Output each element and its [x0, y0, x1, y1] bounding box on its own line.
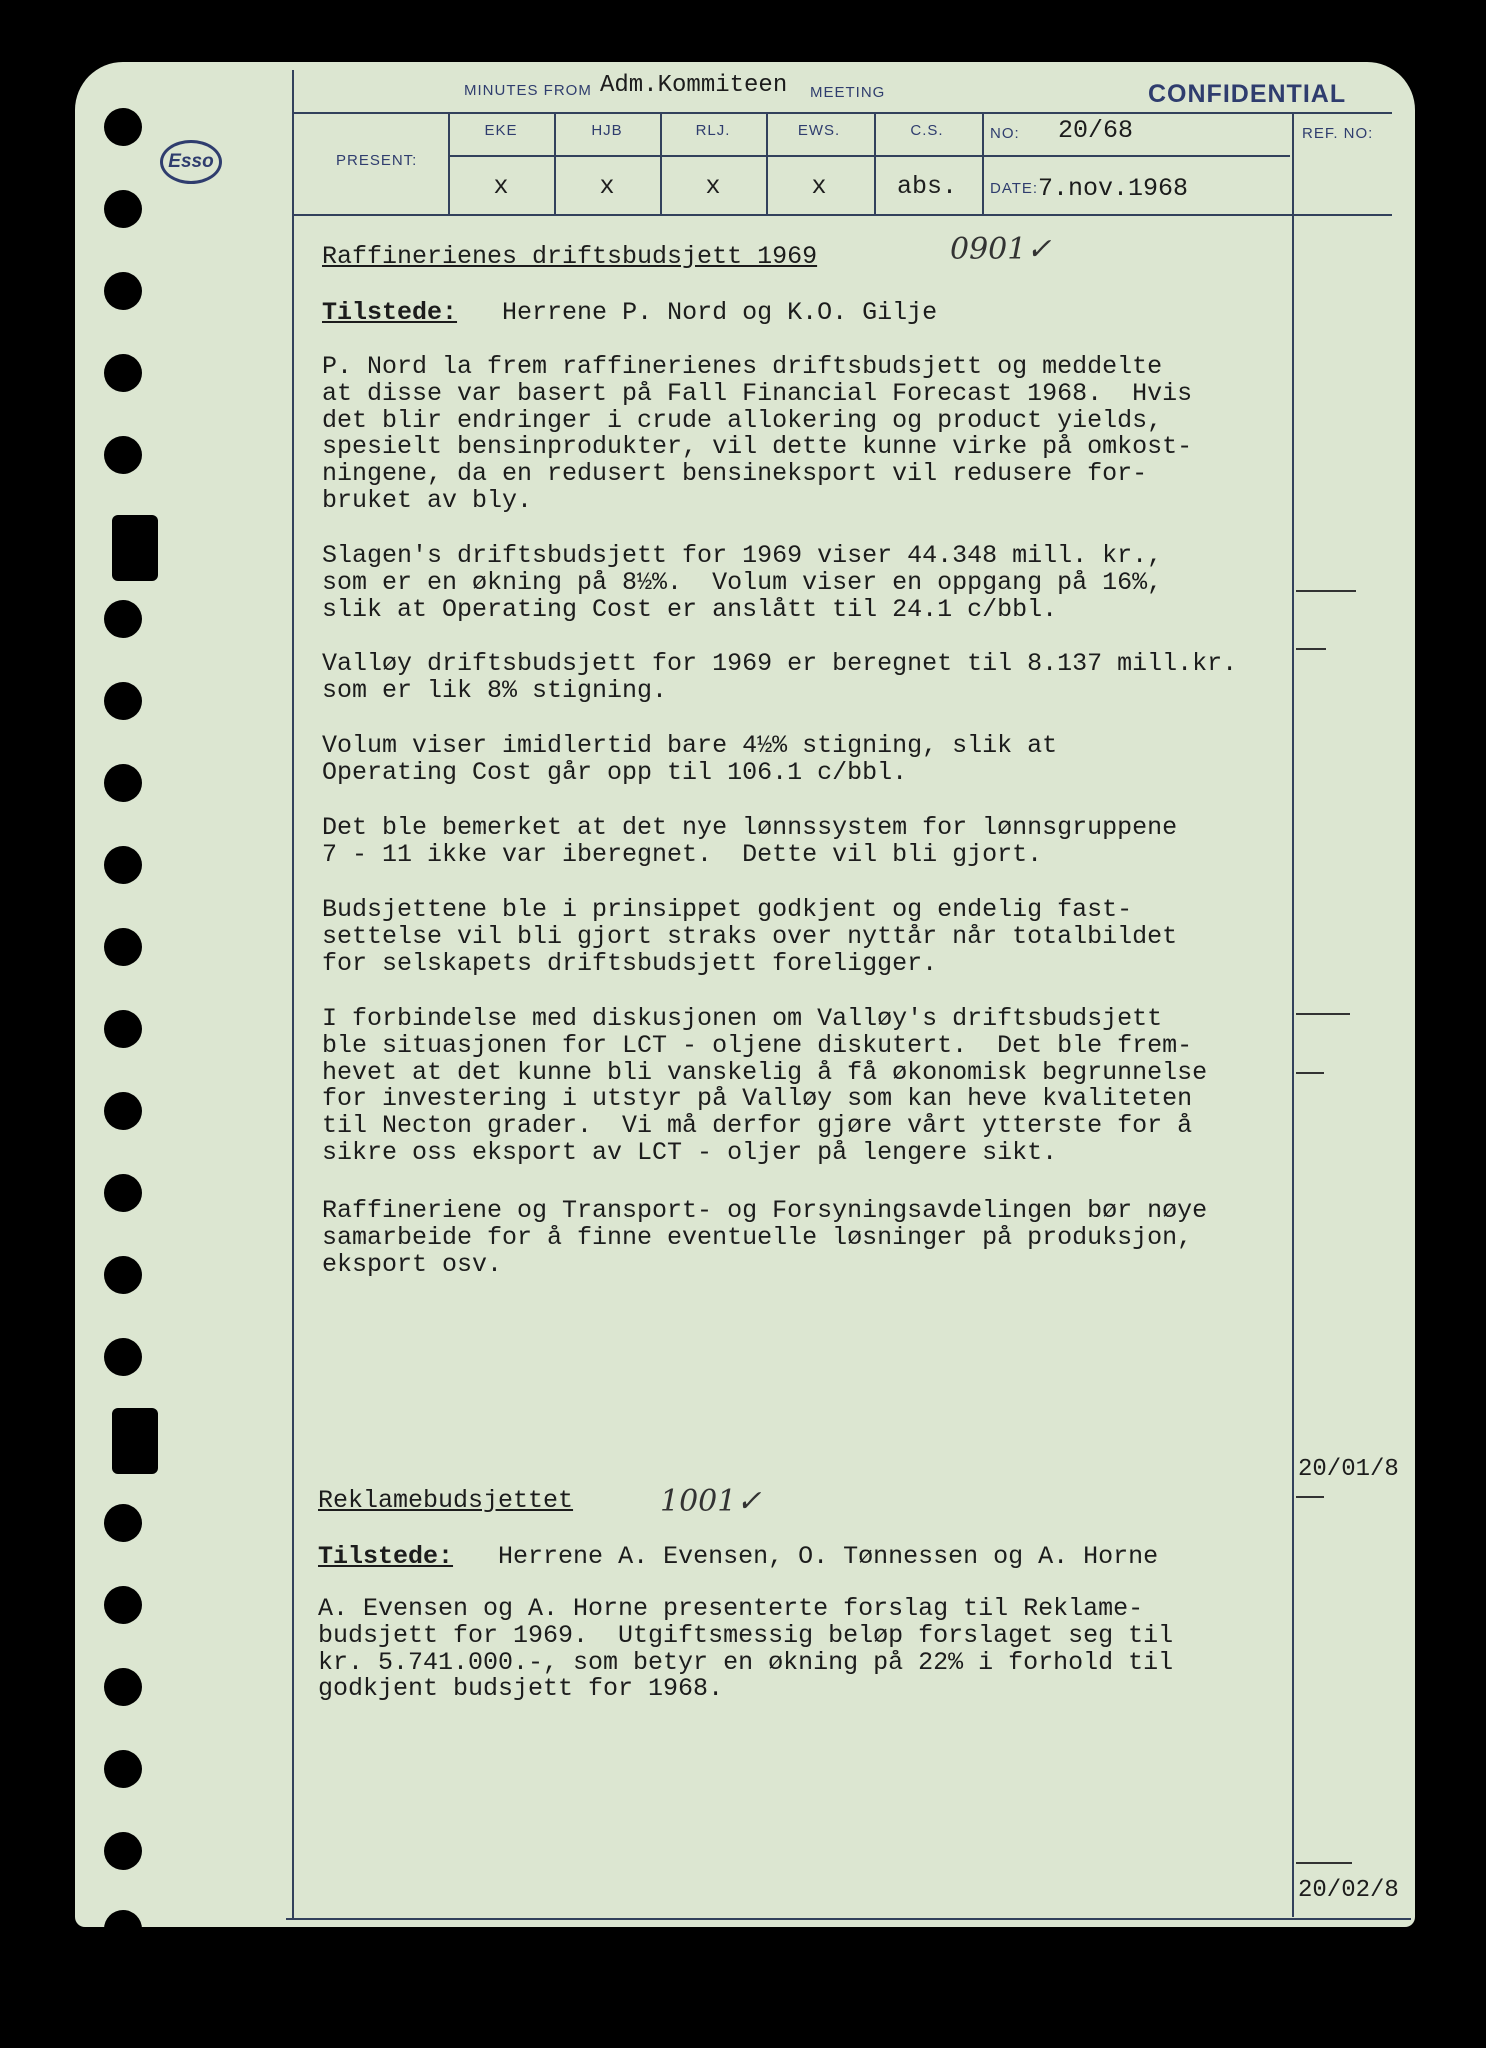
margin-mark: [1296, 1862, 1352, 1864]
margin-mark: [1296, 1072, 1324, 1074]
binder-hole: [104, 190, 142, 228]
attendance-mark: abs.: [896, 172, 957, 201]
paragraph: Budsjettene ble i prinsippet godkjent og endelig fast- settelse vil bli gjort straks over nyttår når totalbildet for selskapets driftsbudsjett foreligger.: [322, 895, 1178, 978]
meeting-date: 7.nov.1968: [1038, 174, 1189, 203]
binder-hole: [104, 1586, 142, 1624]
binder-hole: [104, 928, 142, 966]
date-label: DATE:: [990, 180, 1039, 197]
header-bottom-rule: [292, 214, 1392, 216]
attendance-mark: x: [599, 172, 615, 201]
paragraph: Det ble bemerket at det nye lønnssystem for lønnsgruppene 7 - 11 ikke var iberegnet. Dette vil bli gjort.: [322, 813, 1178, 869]
binder-hole: [104, 108, 142, 146]
attendance-mark: x: [811, 172, 827, 201]
esso-logo: Esso: [160, 140, 222, 184]
binder-hole: [104, 354, 142, 392]
paragraph: Slagen's driftsbudsjett for 1969 viser 44.348 mill. kr., som er en økning på 8½%. Volum viser en oppgang på 16%, slik at Operating Cost er anslått til 24.1 c/bbl.: [322, 541, 1163, 624]
meeting-label: MEETING: [810, 84, 886, 101]
handwritten-ref: 0901✓: [950, 232, 1052, 267]
attendee-initials: EKE: [484, 122, 518, 139]
paragraph: P. Nord la frem raffinerienes driftsbudsjett og meddelte at disse var basert på Fall Financial Forecast 1968. Hvis det blir endringer i crude allokering og product yields, spesielt bensinprodukter, vil dette kunne virke på omkost- ningene, da en redusert bensineksport vil redusere for- bruket av bly.: [322, 352, 1193, 515]
header-rule: [292, 112, 1392, 114]
binder-hole: [104, 1504, 142, 1542]
confidential-stamp: CONFIDENTIAL: [1148, 80, 1347, 108]
margin-mark: [1296, 590, 1356, 592]
binder-hole: [104, 1668, 142, 1706]
binder-hole: [104, 1010, 142, 1048]
form-left-border: [292, 70, 294, 1920]
attendance-mid-rule: [450, 155, 1290, 157]
attendance-mark: x: [705, 172, 721, 201]
binder-hole: [104, 1750, 142, 1788]
paragraph: Volum viser imidlertid bare 4½% stigning, slik at Operating Cost går opp til 106.1 c/bbl.: [322, 731, 1058, 787]
reference-number: 20/01/8: [1298, 1456, 1399, 1483]
present-label: PRESENT:: [336, 152, 418, 169]
form-bottom-rule: [286, 1918, 1411, 1920]
binder-hole: [104, 1256, 142, 1294]
binder-tab: [112, 1408, 158, 1474]
binder-hole: [104, 1338, 142, 1376]
binder-hole: [104, 1832, 142, 1870]
binder-tab: [112, 515, 158, 581]
handwritten-ref: 1001✓: [660, 1484, 762, 1519]
attendance-mark: x: [493, 172, 509, 201]
binder-hole: [104, 600, 142, 638]
margin-mark: [1296, 1013, 1350, 1015]
margin-mark: [1296, 648, 1326, 650]
binder-hole: [104, 1910, 142, 1948]
tilstede-label: Tilstede:: [318, 1542, 454, 1571]
binder-hole: [104, 1092, 142, 1130]
minutes-from-label: MINUTES FROM: [464, 82, 592, 99]
margin-mark: [1296, 1496, 1324, 1498]
tilstede-label: Tilstede:: [322, 298, 458, 327]
paragraph: A. Evensen og A. Horne presenterte forslag til Reklame- budsjett for 1969. Utgiftsmessig beløp forslaget seg til kr. 5.741.000.-, som betyr en økning på 22% i forhold til godkjent budsjett for 1968.: [318, 1594, 1174, 1704]
binder-hole: [104, 846, 142, 884]
minutes-number: 20/68: [1058, 116, 1134, 145]
attendee-initials: RLJ.: [695, 122, 731, 139]
paragraph: I forbindelse med diskusjonen om Valløy's driftsbudsjett ble situasjonen for LCT - oljene diskutert. Det ble frem- hevet at det kunne bli vanskelig å få økonomisk begrunnelse for investering i utstyr på Valløy som kan heve kvaliteten til Necton grader. Vi må derfor gjøre vårt ytterste for å sikre oss eksport av LCT - oljer på lengere sikt.: [322, 1004, 1208, 1167]
attendee-initials: C.S.: [910, 122, 944, 139]
attendees-line: [318, 1542, 1158, 1571]
attendee-initials: EWS.: [797, 122, 841, 139]
attendees-names: Herrene P. Nord og K.O. Gilje: [502, 298, 938, 327]
binder-hole: [104, 764, 142, 802]
attendees-names: Herrene A. Evensen, O. Tønnessen og A. Horne: [498, 1542, 1159, 1571]
binder-hole: [104, 272, 142, 310]
grid-line: [982, 112, 984, 214]
binder-hole: [104, 682, 142, 720]
reference-number: 20/02/8: [1298, 1877, 1399, 1904]
paragraph: Valløy driftsbudsjett for 1969 er beregnet til 8.137 mill.kr. som er lik 8% stigning.: [322, 649, 1238, 705]
attendees-line: [322, 298, 937, 327]
attendee-initials: HJB: [591, 122, 623, 139]
committee-name: Adm.Kommiteen: [600, 72, 788, 99]
no-label: NO:: [990, 125, 1020, 142]
paragraph: Raffineriene og Transport- og Forsyningsavdelingen bør nøye samarbeide for å finne eventuelle løsninger på produksjon, eksport osv.: [322, 1196, 1208, 1279]
section-title: Raffinerienes driftsbudsjett 1969: [322, 242, 818, 271]
binder-hole: [104, 1174, 142, 1212]
section-title: Reklamebudsjettet: [318, 1486, 574, 1515]
binder-hole: [104, 436, 142, 474]
ref-no-label: REF. NO:: [1302, 125, 1374, 142]
